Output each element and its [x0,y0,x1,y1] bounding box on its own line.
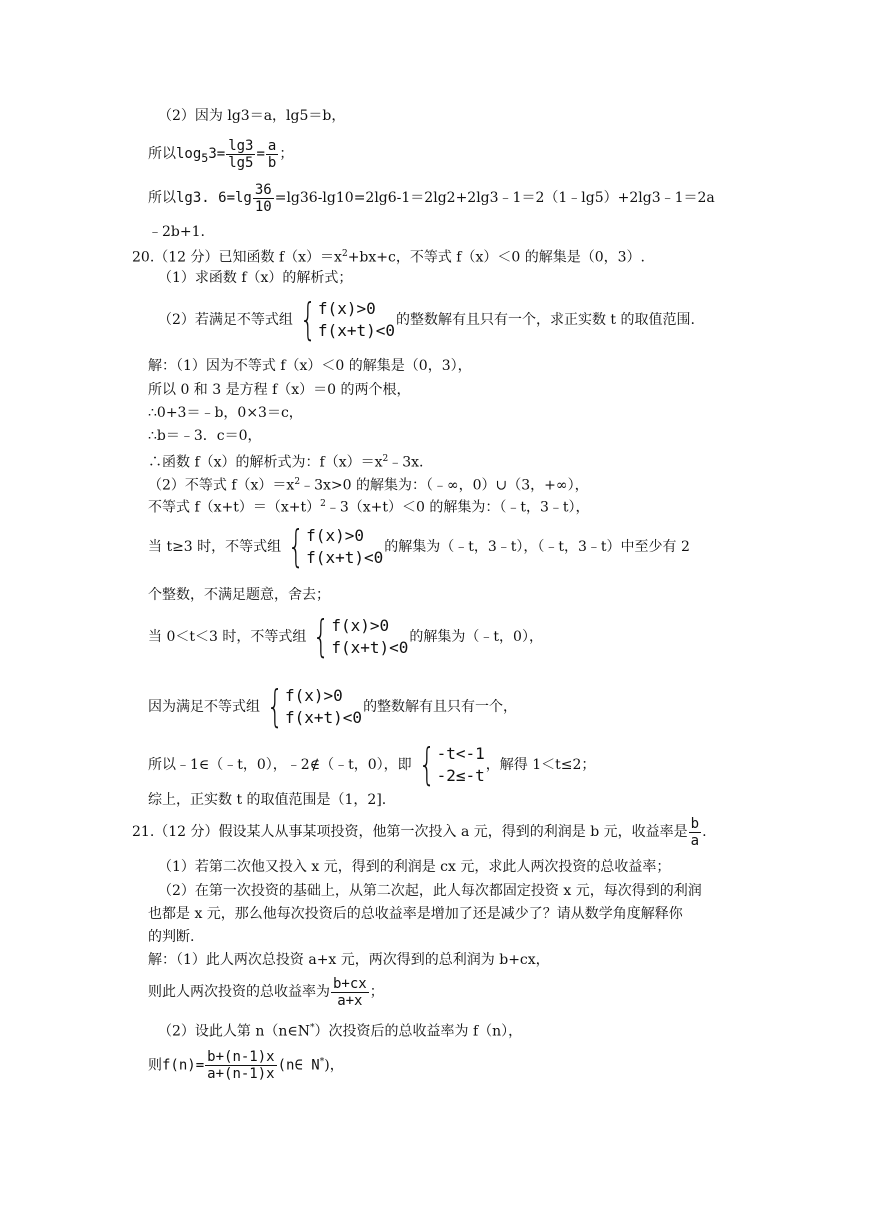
inequality-system: { f(x)>0 f(x+t)<0 [299,294,395,345]
text-line: 综上，正实数 t 的取值范围是（1，2]. [148,792,387,808]
inequality-system: { f(x)>0 f(x+t)<0 [266,681,363,732]
text-line: （1）求函数 f（x）的解析式； [158,270,353,286]
question-21-title: 21.（12 分）假设某人从事某项投资，他第一次投入 a 元，得到的利润是 b 元，收益率是 $\frac{b}{a}$ . [132,815,707,849]
text-line: （2）若满足不等式组 { f(x)>0 f(x+t)<0 的整数解有且只有一个，求正实数 t 的取值范围. [158,294,695,345]
text-line: ∴函数 f（x）的解析式为：$f(x)=x^2﹣3x$. [148,454,424,471]
fraction: $\frac{b+(n-1)x}{a+(n-1)x}$ [207,1049,275,1083]
text-line: （2）设此人第 n（n∈N*）次投资后的总收益率为 f（n）， [158,1023,523,1040]
text-line: 的判断. [148,929,195,945]
text-line: ∴0+3＝﹣b，0×3＝c， [148,405,303,421]
text-line: ﹣2b+1. [148,224,205,240]
text-line: 当 0＜t＜3 时，不等式组 { f(x)>0 f(x+t)<0 的解集为（﹣t，0）， [148,611,543,662]
question-20-title: 20.（12 分）已知函数 $f(x)=x^2+bx+c$，不等式 f（x）＜0 的解集是（0，3）. [132,249,645,266]
text-line: 解：（1）因为不等式 f（x）＜0 的解集是（0，3）， [148,358,472,374]
text-line: 当 t≥3 时，不等式组 { f(x)>0 f(x+t)<0 的解集为（﹣t，3﹣t），（﹣t，3﹣t）中至少有 2 [148,521,690,572]
text-line: 所以﹣1∈（﹣t，0），﹣2∉（﹣t，0），即 { -t<-1 -2≤-t ，解得 1＜t≤2； [148,739,596,790]
fraction: $\frac{\lg 3}{\lg 5}$ [228,137,254,171]
equation-line: 所以lg3. 6=lg $\frac{36}{10}$ =lg36-lg10=2lg6-1＝2lg2+2lg3﹣1＝2（1﹣lg5）+2lg3﹣1＝2a [148,181,715,215]
text-line: 不等式 $f(x+t)=(x+t)^2﹣3(x+t)<0$ 的解集为：（﹣t，3﹣t）， [148,499,590,516]
text-line: 个整数，不满足题意，舍去； [148,587,330,603]
inequality-system: { f(x)>0 f(x+t)<0 [287,521,384,572]
text-line: （1）若第二次他又投入 x 元，得到的利润是 cx 元，求此人两次投资的总收益率； [158,859,671,875]
text-line: 因为满足不等式组 { f(x)>0 f(x+t)<0 的整数解有且只有一个， [148,681,518,732]
equation-line: 则f(n)= $\frac{b+(n-1)x}{a+(n-1)x}$ (n∈ N*)， [148,1049,344,1083]
text-line: ∴b＝﹣3．c＝0， [148,428,262,444]
text-line: （2）在第一次投资的基础上，从第二次起，此人每次都固定投资 x 元，每次得到的利润 [158,883,702,899]
text-line: 也都是 x 元，那么他每次投资后的总收益率是增加了还是减少了？请从数学角度解释你 [148,906,683,922]
text-line: （2）因为 lg3＝a，lg5＝b， [158,108,346,124]
fraction: $\frac{36}{10}$ [254,181,272,215]
equation-line: 则此人两次投资的总收益率为 $\frac{b+cx}{a+x}$ ； [148,975,384,1009]
fraction: $\frac{a}{b}$ [267,137,277,171]
text-line: 所以 0 和 3 是方程 f（x）＝0 的两个根， [148,382,411,398]
inequality-system: { f(x)>0 f(x+t)<0 [312,611,409,662]
fraction: $\frac{b}{a}$ [690,815,700,849]
text-line: （2）不等式 $f(x)=x^2﹣3x>0$ 的解集为：（﹣∞，0）∪（3，+∞）， [148,477,589,494]
equation-line: 所以$\log_53=$ $\frac{\lg 3}{\lg 5}$ = $\frac{a}{b}$ ； [148,137,294,171]
text-line: 解：（1）此人两次总投资 a+x 元，两次得到的总利润为 b+cx， [148,952,550,968]
fraction: $\frac{b+cx}{a+x}$ [333,975,367,1009]
inequality-system: { -t<-1 -2≤-t [418,739,485,790]
